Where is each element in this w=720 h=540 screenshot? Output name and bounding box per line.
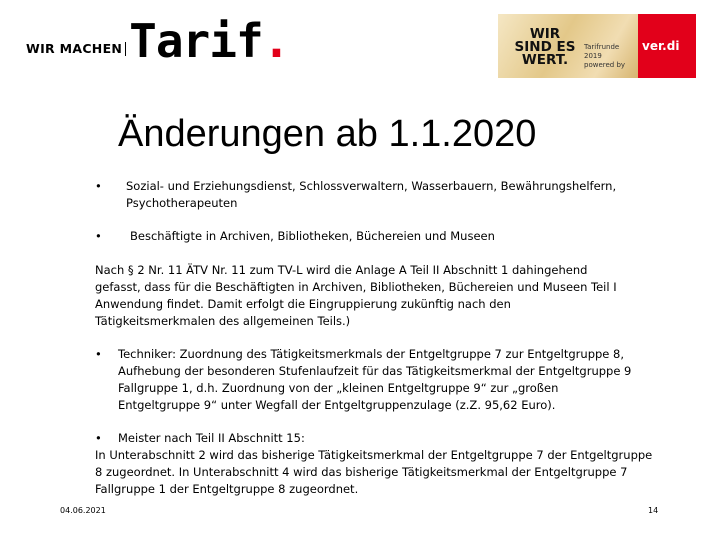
- body-paragraph: Nach § 2 Nr. 11 ÄTV Nr. 11 zum TV-L wird die Anlage A Teil II Abschnitt 1 dahingehend gefasst, dass für die Beschäftigten in Archiven, Bibliotheken, Büchereien und Museen Teil I Anwendung findet. Damit erfolgt die Eingruppierung zukünftig nach den Tätigkeitsmerkmalen des allgemeinen Teils.): [95, 263, 617, 328]
- bullet-marker: •: [95, 179, 102, 193]
- tarif-logo: [26, 14, 290, 68]
- bullet-item: Beschäftigte in Archiven, Bibliotheken, Büchereien und Museen: [130, 229, 495, 243]
- meister-text: In Unterabschnitt 2 wird das bisherige Tätigkeitsmerkmal der Entgeltgruppe 7 der Entgeltgruppe 8 zugeordnet. In Unterabschnitt 4 wird das bisherige Tätigkeitsmerkmal der Entgeltgruppe 7 Fallgruppe 1 der Entgeltgruppe 8 zugeordnet.: [95, 448, 653, 496]
- bullet-marker: •: [95, 229, 102, 243]
- verdi-logo-text: ver.di: [642, 39, 680, 53]
- tarifrunde-label: Tarifrunde 2019 powered by: [584, 43, 626, 69]
- footer-date: 04.06.2021: [60, 506, 106, 515]
- campaign-badge: [498, 14, 696, 78]
- brand-divider: [125, 42, 126, 56]
- page-number: 14: [648, 506, 659, 515]
- verdi-logo: [638, 14, 696, 78]
- bullet-marker: •: [95, 347, 102, 361]
- page-title: Änderungen ab 1.1.2020: [118, 113, 537, 155]
- brand-small-text: WIR MACHEN: [26, 41, 123, 56]
- brand-big-text: Tarif.: [129, 14, 290, 68]
- techniker-item: Techniker: Zuordnung des Tätigkeitsmerkmals der Entgeltgruppe 7 zur Entgeltgruppe 8, Aufhebung der besonderen Stufenlaufzeit für das Tätigkeitsmerkmal der Entgeltgruppe 9 Fallgruppe 1, d.h. Zuordnung von der „kleinen Entgeltgruppe 9“ zur „großen Entgeltgruppe 9“ unter Wegfall der Entgeltgruppenzulage (z.Z. 95,62 Euro).: [118, 347, 632, 412]
- meister-heading: Meister nach Teil II Abschnitt 15:: [118, 431, 305, 445]
- campaign-badge-gold: [498, 14, 638, 78]
- campaign-slogan: WIR SIND ES WERT.: [514, 26, 576, 68]
- bullet-item: Sozial- und Erziehungsdienst, Schlossverwaltern, Wasserbauern, Bewährungshelfern, Psychotherapeuten: [126, 179, 617, 210]
- bullet-marker: •: [95, 431, 102, 445]
